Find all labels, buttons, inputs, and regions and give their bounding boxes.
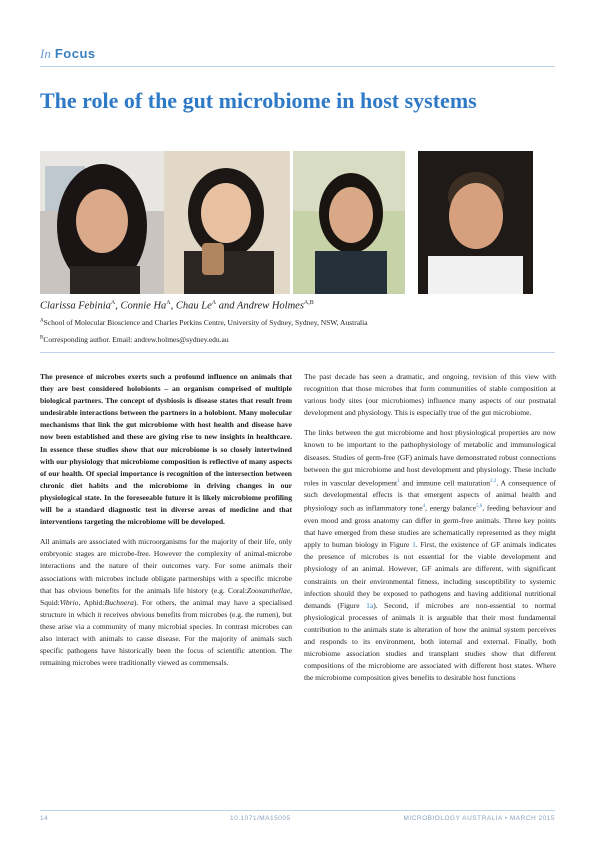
body-paragraph (40, 536, 292, 669)
journal-name: MICROBIOLOGY AUSTRALIA • MARCH 2015 (403, 815, 555, 822)
top-divider (40, 66, 555, 67)
author-name: Clarissa Febinia (40, 300, 111, 312)
left-column (40, 371, 292, 677)
figure-link[interactable]: 1 (412, 540, 416, 550)
author-affiliation-mark: A,B (303, 300, 314, 306)
figure-link[interactable]: 1a (366, 600, 374, 610)
text-run: , Aphid: (78, 597, 105, 607)
species-name: Zooxanthellae (246, 585, 291, 595)
text-run: and immune cell maturation (399, 478, 490, 488)
page-number: 14 (40, 815, 49, 822)
author-list (40, 300, 314, 312)
footer-divider (40, 810, 555, 811)
text-run: The links between the gut microbiome and host physiological properties are now known to be important to the pathophysiology of metabolic and immunological diseases. Studies of germ-free (GF) animals have demonstrated robust connections between the gut microbiome and host development and physiology. These include roles in vascular development (304, 428, 556, 488)
species-name: Vibrio (59, 597, 79, 607)
reference-link[interactable]: 2,3 (490, 478, 497, 484)
author-joiner: , (170, 300, 176, 312)
corresponding-text: Corresponding author. Email: andrew.holmes@sydney.edu.au (43, 335, 229, 344)
author-joiner: , (115, 300, 121, 312)
species-name: Buchnera (104, 597, 134, 607)
author-photo-4 (418, 151, 533, 294)
header-divider (40, 352, 555, 353)
corresponding-author (40, 335, 229, 344)
section-label (40, 46, 96, 62)
text-run: All animals are associated with microorganisms for the majority of their life, only embryonic stages are microbe-free. However the complexity of animal-microbe interactions and the nature of their outcomes vary. For some animals their associations with microbes include obligate partnerships with a specific microbe that has obvious benefits for the animals life history (e.g. Coral: (40, 537, 292, 595)
author-photo-2 (164, 151, 290, 294)
text-run: , energy balance (425, 503, 476, 513)
text-run: , feeding behaviour and even mood and gross anatomy can differ in germ-free animals. Three key points that have emerged from these studies are schematically represented as they might apply to human biology in Figure (304, 503, 556, 550)
reference-link[interactable]: 1 (397, 478, 400, 484)
right-column (304, 371, 556, 692)
author-photo-1 (40, 151, 165, 294)
text-run: , Squid: (40, 585, 292, 607)
doi: 10.1071/MA15005 (230, 815, 291, 822)
body-paragraph (304, 427, 556, 684)
affiliation-text: School of Molecular Bioscience and Charles Perkins Centre, University of Sydney, Sydney, NSW, Australia (43, 318, 368, 327)
author-name: Andrew Holmes (236, 300, 304, 312)
affiliation (40, 318, 368, 327)
author-name: Connie Ha (120, 300, 167, 312)
body-paragraph: The past decade has seen a dramatic, and ongoing, revision of this view with recognition that those microbes that form communities of stable composition at various body sites (our microbiomes) influence many aspects of our postnatal development and physiology. This is especially true of the gut microbiome. (304, 372, 556, 418)
author-affiliation-mark: A (211, 300, 217, 306)
text-run: ). For others, the animal may have a specialised structure in which it receives obvious benefits from microbes (e.g. the rumen), but these arise via a community of many microbial species. In contrast microbes can also interact with animals to cause disease. For the majority of animals such specific pathogens have historically been the focus of scientific attention. The remaining microbes were traditionally viewed as commensals. (40, 597, 293, 668)
section-prefix: In (40, 46, 51, 61)
abstract: The presence of microbes exerts such a profound influence on animals that they are best considered holobionts – an organism comprised of multiple biological partners. The concept of dysbiosis is disease states that result from undesirable interactions between the partners in a holobiont. Many molecular mechanisms that link the gut microbiome with host health and disease have now been established and these are giving rise to new insights in healthcare. In essence these studies show that our microbiome is so closely intertwined with our physiology that microbiome composition is reflective of many aspects of our health. Of special importance is recognition of the intersection between chronic diet habits and the microbiome in driving changes in our physiological state. In the foreseeable future it is likely microbiome profiling will be a standard diagnostic test in diverse areas of medicine and that interventions targeting the microbiome will be developed. (40, 372, 292, 527)
text-run: . First, the existence of GF animals indicates the presence of microbes is not essential for the viable development and physiology of an animal. However, GF animals are different, with significant constraints on their environmental fitness, including susceptibility to systemic infection should they be exposed to pathogens and having additional nutritional demands (Figure (304, 540, 556, 610)
author-joiner: and (216, 300, 237, 312)
section-name: Focus (54, 46, 96, 61)
author-photo-3 (293, 151, 405, 294)
affiliation-mark: A (40, 318, 44, 324)
text-run: ). Second, if microbes are non-essential to normal physiological processes of animals it is arguable that their most fundamental contribution to the animals state is alteration of how the animal system perceives and responds to its environment, both internal and external. Finally, both microbiome association studies and transplant studies show that different compositions of the microbiome are associated with different host states. Where the microbiome composition gives benefits to desirable host functions (304, 600, 556, 683)
author-name: Chau Le (175, 300, 212, 312)
author-affiliation-mark: A (110, 300, 116, 306)
article-title: The role of the gut microbiome in host systems (40, 88, 477, 113)
text-run: . A consequence of such developmental effects is that emergent aspects of animal health and physiology such as inflammatory tone (304, 478, 556, 513)
author-affiliation-mark: A (166, 300, 171, 306)
reference-link[interactable]: 5,6 (475, 504, 483, 510)
reference-link[interactable]: 4 (422, 504, 426, 510)
corresponding-mark: B (40, 335, 44, 341)
